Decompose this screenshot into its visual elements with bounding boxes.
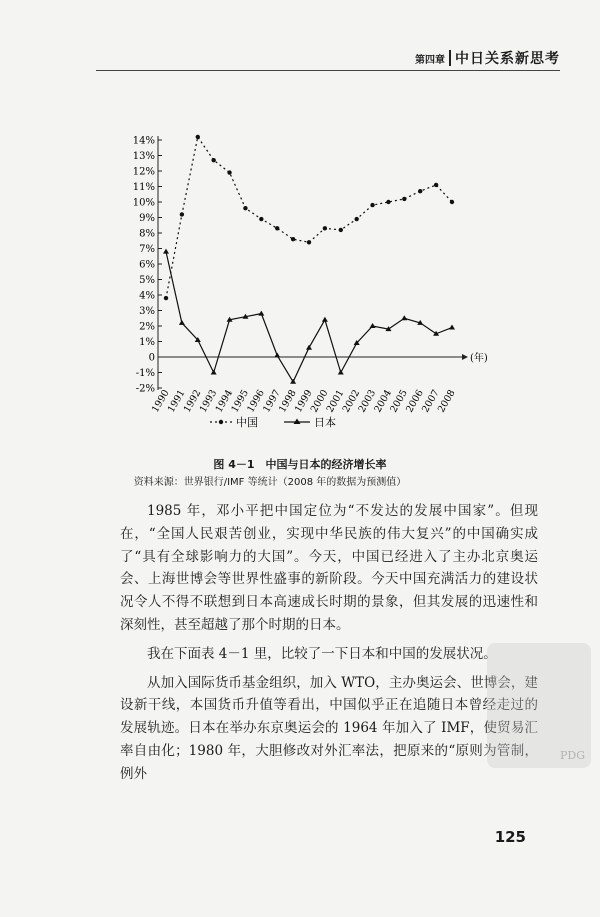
data-point-china <box>180 212 184 216</box>
x-tick-label: 2001 <box>324 388 347 415</box>
series-line-japan <box>166 252 452 382</box>
data-point-japan <box>449 325 455 330</box>
y-tick-label: 14% <box>132 135 155 147</box>
data-point-japan <box>370 323 376 328</box>
data-point-china <box>307 240 311 244</box>
x-tick-label: 1991 <box>165 388 188 415</box>
x-tick-label: 2006 <box>404 388 426 415</box>
body-text <box>120 500 538 792</box>
x-tick-label: 1997 <box>261 388 283 415</box>
x-tick-label: 1993 <box>197 388 220 415</box>
data-point-china <box>259 217 263 221</box>
y-tick-label: 0 <box>148 352 155 364</box>
y-tick-label: -1% <box>135 368 155 379</box>
data-point-china <box>291 237 295 241</box>
data-point-china <box>196 135 200 139</box>
figure-caption: 图 4－1 中国与日本的经济增长率 <box>213 458 387 471</box>
x-tick-label: 1995 <box>229 388 252 415</box>
paragraph: 从加入国际货币基金组织，加入 WTO，主办奥运会、世博会，建设新干线，本国货币升值等看出，中国似乎正在追随日本曾经走过的发展轨迹。日本在举办东京奥运会的 1964 年加入了 IMF，使贸易汇率自由化；1980 年，大胆修改对外汇率法，把原来的“原则为管制，例外 <box>120 674 538 782</box>
data-point-japan <box>258 311 264 316</box>
y-tick-label: 5% <box>139 275 155 286</box>
y-tick-label: 10% <box>132 197 155 209</box>
y-tick-label: 8% <box>139 228 155 240</box>
data-point-china <box>227 170 231 174</box>
paragraph: 1985 年，邓小平把中国定位为“不发达的发展中国家”。但现在，“全国人民艰苦创业，实现中华民族的伟大复兴”的中国确实成了“具有全球影响力的大国”。今天，中国已经进入了主办北京奥运会、上海世博会等世界性盛事的新阶段。今天中国充满活力的建设状况令人不得不联想到日本高速成长时期的景象，但其发展的迅速性和深刻性，甚至超越了那个时期的日本。 <box>120 503 538 633</box>
figure-source: 资料来源：世界银行/IMF 等统计（2008 年的数据为预测值） <box>133 477 407 488</box>
data-point-japan <box>306 345 312 350</box>
legend-marker-japan <box>294 419 301 425</box>
y-tick-label: 3% <box>139 306 155 317</box>
y-tick-label: 11% <box>132 182 155 193</box>
data-point-china <box>402 197 406 201</box>
y-tick-label: 7% <box>139 244 155 255</box>
data-point-china <box>339 228 343 232</box>
data-point-japan <box>211 370 217 375</box>
x-axis-unit: (年) <box>470 353 488 364</box>
x-tick-label: 1994 <box>213 388 236 415</box>
x-tick-label: 2002 <box>340 388 363 415</box>
x-tick-label: 1999 <box>292 388 315 415</box>
data-point-china <box>418 189 422 193</box>
data-point-japan <box>274 352 280 357</box>
x-tick-label: 1996 <box>245 388 267 415</box>
chapter-title: 中日关系新思考 <box>455 51 560 67</box>
y-tick-label: -2% <box>135 383 155 395</box>
y-tick-label: 12% <box>132 166 155 178</box>
data-point-china <box>354 217 358 221</box>
y-tick-label: 13% <box>132 151 155 162</box>
data-point-japan <box>338 370 344 375</box>
growth-rate-chart <box>100 130 500 450</box>
x-tick-label: 2003 <box>356 388 379 415</box>
data-point-japan <box>179 320 185 325</box>
data-point-china <box>275 226 279 230</box>
data-point-china <box>370 203 374 207</box>
data-point-china <box>323 226 327 230</box>
data-point-china <box>434 183 438 187</box>
x-tick-label: 2007 <box>420 388 442 415</box>
data-point-japan <box>290 379 296 384</box>
running-header <box>415 48 560 68</box>
x-tick-label: 1998 <box>277 388 299 415</box>
header-divider <box>449 50 451 66</box>
series-line-china <box>166 137 452 298</box>
data-point-japan <box>163 249 169 254</box>
x-axis-arrow-icon <box>462 354 468 360</box>
y-tick-label: 2% <box>139 321 155 333</box>
y-tick-label: 9% <box>139 213 155 224</box>
chapter-label: 第四章 <box>415 54 445 66</box>
data-point-china <box>450 200 454 204</box>
x-tick-label: 2005 <box>388 388 410 415</box>
x-tick-label: 2000 <box>308 388 331 415</box>
data-point-china <box>164 296 168 300</box>
legend-label-japan: 日本 <box>314 416 336 429</box>
x-tick-label: 2008 <box>435 388 458 415</box>
y-tick-label: 4% <box>139 290 155 302</box>
x-tick-label: 1992 <box>181 388 204 415</box>
x-tick-label: 2004 <box>372 388 395 415</box>
legend-label-china: 中国 <box>236 416 258 429</box>
x-tick-label: 1990 <box>149 388 172 415</box>
paragraph: 我在下面表 4－1 里，比较了一下日本和中国的发展状况。 <box>147 645 497 662</box>
data-point-japan <box>322 317 328 322</box>
data-point-china <box>386 200 390 204</box>
data-point-china <box>243 206 247 210</box>
y-tick-label: 1% <box>139 337 155 348</box>
watermark-stamp: PDG <box>487 643 591 768</box>
legend-marker-china <box>219 420 223 424</box>
y-tick-label: 6% <box>139 259 155 271</box>
page-number: 125 <box>494 828 526 846</box>
data-point-japan <box>401 315 407 320</box>
data-point-china <box>211 158 215 162</box>
header-rule <box>96 70 560 71</box>
